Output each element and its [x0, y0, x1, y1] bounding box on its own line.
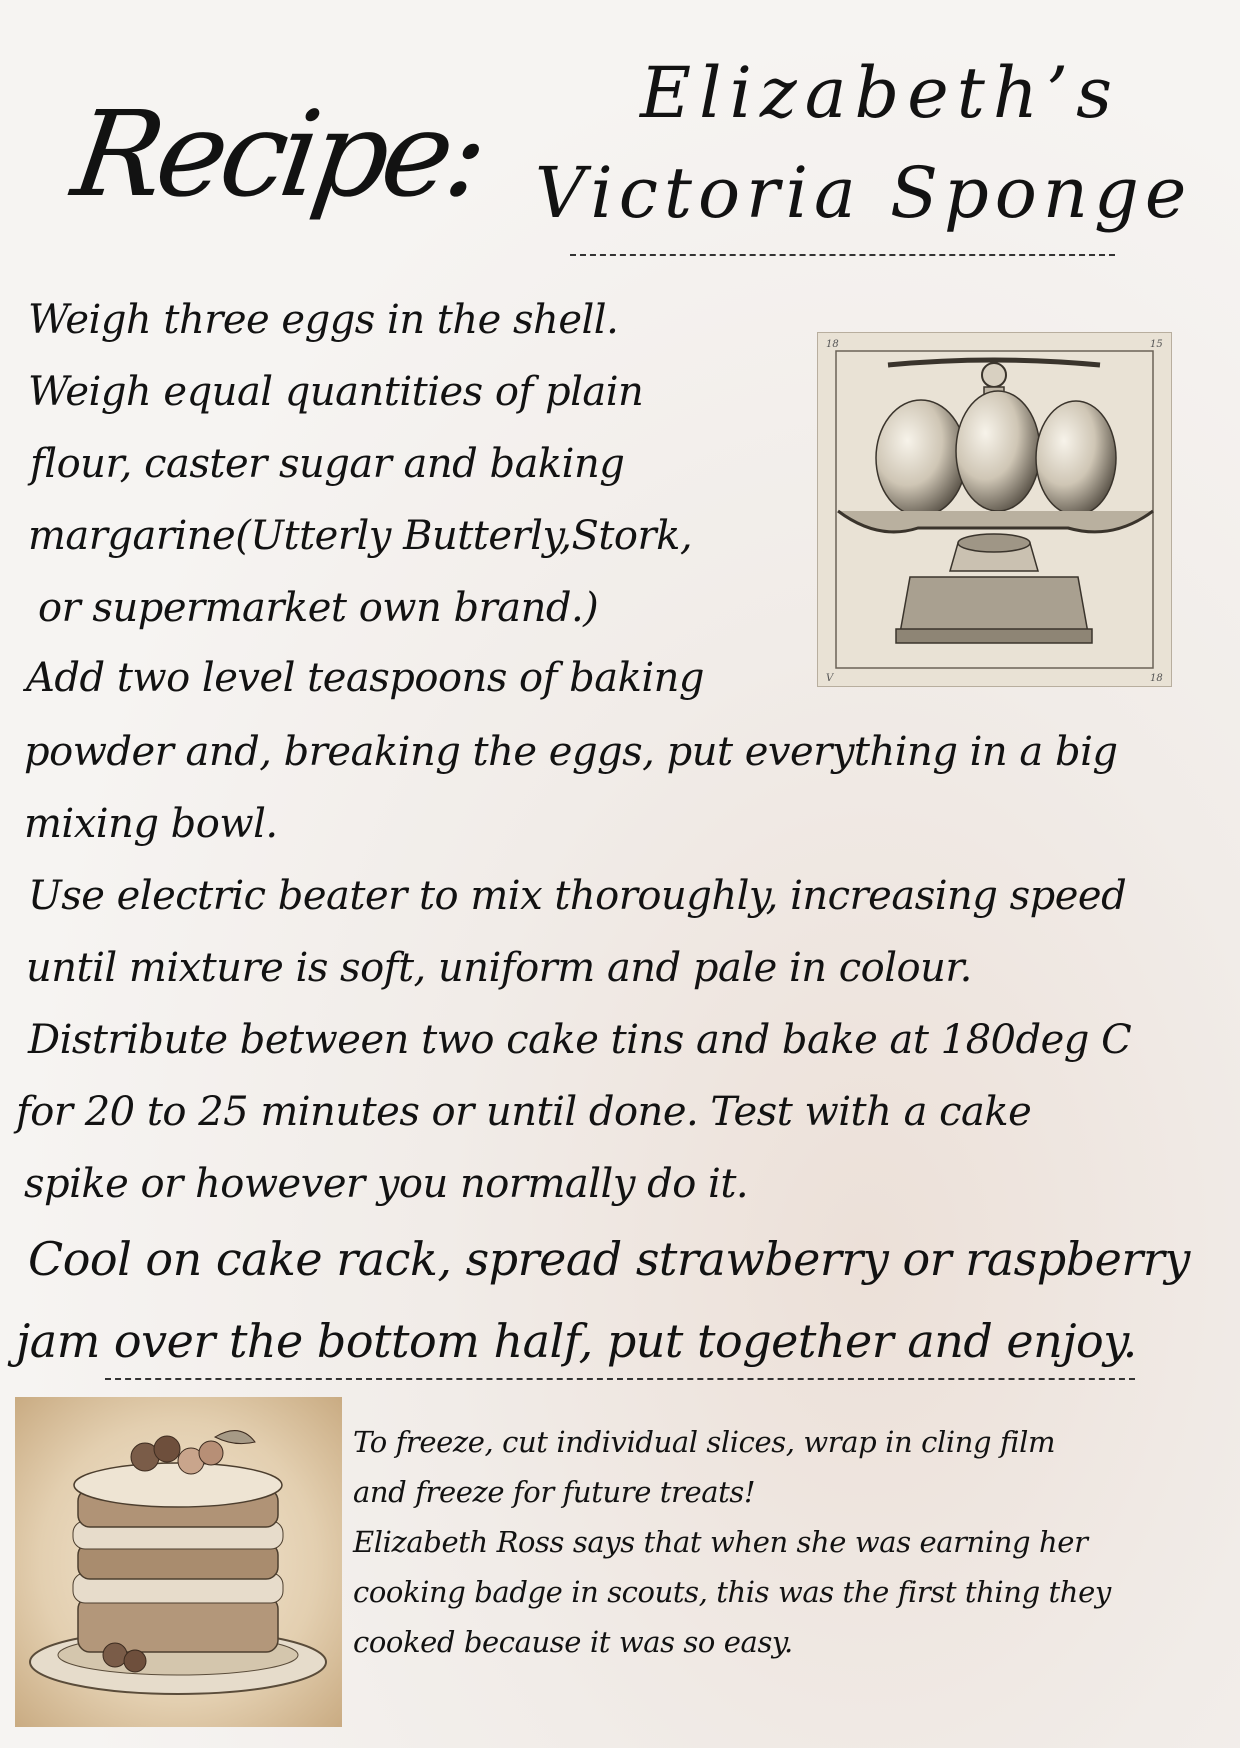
title-underline: [570, 254, 1115, 256]
method-line: Weigh equal quantities of plain: [28, 369, 644, 415]
method-line: until mixture is soft, uniform and pale in colour.: [26, 945, 972, 991]
method-line: jam over the bottom half, put together and enjoy.: [16, 1314, 1137, 1368]
method-line: spike or however you normally do it.: [24, 1161, 749, 1207]
corner-mark-bl: V: [826, 673, 834, 684]
corner-mark-br: 18: [1150, 673, 1163, 684]
title-line-1: Elizabeth’s: [640, 52, 1121, 134]
method-line: margarine(Utterly Butterly,Stork,: [28, 513, 693, 559]
method-line: for 20 to 25 minutes or until done. Test with a cake: [16, 1089, 1032, 1135]
note-line: Elizabeth Ross says that when she was earning her: [353, 1525, 1088, 1559]
method-underline: [105, 1378, 1135, 1380]
method-line: or supermarket own brand.): [38, 585, 599, 631]
method-line: flour, caster sugar and baking: [30, 441, 625, 487]
method-line: mixing bowl.: [24, 801, 278, 847]
method-line: Use electric beater to mix thoroughly, increasing speed: [28, 873, 1127, 919]
method-line: Add two level teaspoons of baking: [26, 655, 705, 701]
method-line: powder and, breaking the eggs, put everything in a big: [24, 729, 1118, 775]
note-line: cooked because it was so easy.: [353, 1625, 793, 1659]
method-line: Cool on cake rack, spread strawberry or raspberry: [28, 1232, 1190, 1286]
method-line: Weigh three eggs in the shell.: [28, 297, 619, 343]
title-line-2: Victoria Sponge: [535, 152, 1193, 234]
recipe-label: Recipe:: [65, 85, 491, 223]
note-line: To freeze, cut individual slices, wrap in cling film: [353, 1425, 1056, 1459]
method-line: Distribute between two cake tins and bake at 180deg C: [28, 1017, 1132, 1063]
corner-mark-tl: 18: [826, 339, 839, 350]
corner-mark-tr: 15: [1150, 339, 1163, 350]
note-line: cooking badge in scouts, this was the first thing they: [353, 1575, 1111, 1609]
layer-cake-illustration: [15, 1397, 342, 1727]
note-line: and freeze for future treats!: [353, 1475, 756, 1509]
egg-scale-illustration: [817, 332, 1172, 687]
